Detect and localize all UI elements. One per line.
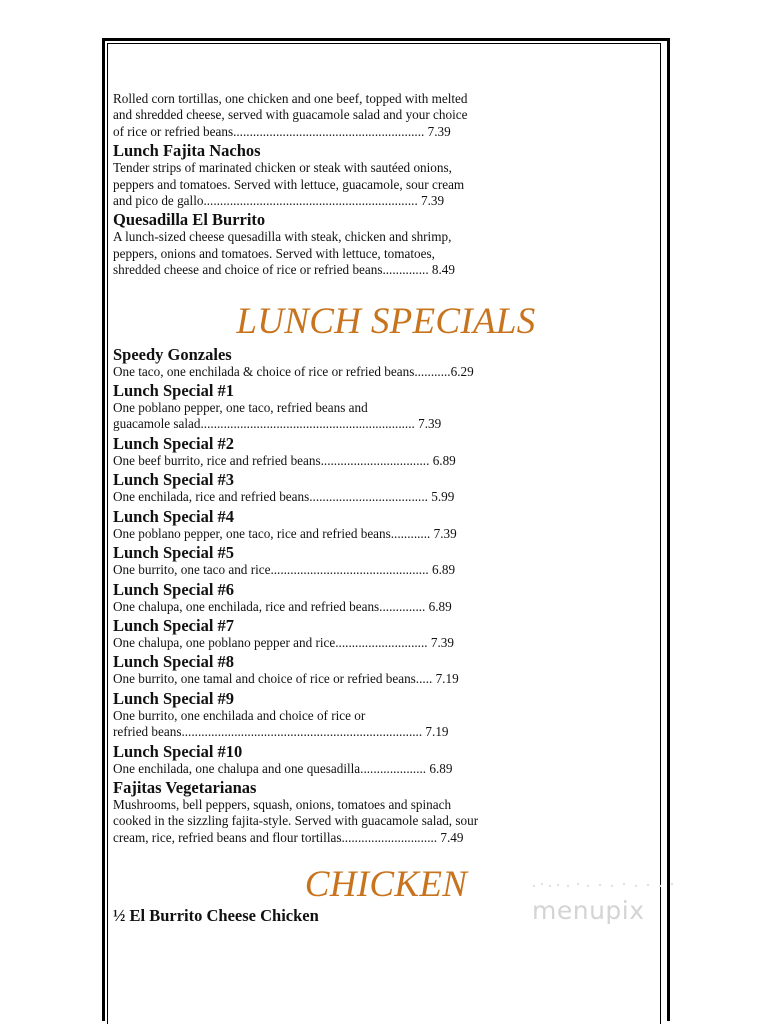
menu-item-lunch-special-4 <box>113 507 513 542</box>
item-title: Quesadilla El Burrito <box>113 210 266 230</box>
menu-item-lunch-special-9 <box>113 689 513 741</box>
item-title: Lunch Special #2 <box>113 433 235 453</box>
item-title: Lunch Special #10 <box>113 741 243 761</box>
item-title: Lunch Special #9 <box>113 688 235 708</box>
menu-item-lunch-special-8 <box>113 652 513 687</box>
item-title: Lunch Special #4 <box>113 506 235 526</box>
menu-item-quesadilla-el-burrito <box>113 210 513 278</box>
item-description-line: One enchilada, rice and refried beans.................................... 5.99 <box>113 489 455 505</box>
menu-item-lunch-special-5 <box>113 543 513 578</box>
item-description-line: One poblano pepper, one taco, rice and refried beans............ 7.39 <box>113 525 457 541</box>
menu-item-lunch-special-10 <box>113 742 513 777</box>
item-description-line: cream, rice, refried beans and flour tortillas............................. 7.49 <box>113 829 464 845</box>
item-description-line: One enchilada, one chalupa and one quesadilla.................... 6.89 <box>113 760 453 776</box>
item-title: Lunch Special #8 <box>113 652 235 672</box>
item-description-line: One burrito, one enchilada and choice of rice or <box>113 707 366 723</box>
item-title: Fajitas Vegetarianas <box>113 777 257 797</box>
item-description-line: Tender strips of marinated chicken or steak with sautéed onions, <box>113 160 452 176</box>
menu-item-lunch-special-6 <box>113 580 513 615</box>
item-description-line: peppers, onions and tomatoes. Served with lettuce, tomatoes, <box>113 245 435 261</box>
menu-item-fajitas-vegetarianas <box>113 778 513 846</box>
item-description-line: One burrito, one tamal and choice of rice or refried beans..... 7.19 <box>113 671 459 687</box>
item-description-line: Mushrooms, bell peppers, squash, onions, tomatoes and spinach <box>113 796 452 812</box>
intro-item <box>113 91 513 140</box>
item-description-line: One poblano pepper, one taco, refried beans and <box>113 400 368 416</box>
menu-item-lunch-special-7 <box>113 616 513 651</box>
item-description-line: One chalupa, one enchilada, rice and refried beans.............. 6.89 <box>113 598 452 614</box>
item-description-line: of rice or refried beans.......................................................... 7.39 <box>113 123 451 139</box>
section-title-chicken: CHICKEN <box>304 864 468 906</box>
item-description-line: cooked in the sizzling fajita-style. Served with guacamole salad, sour <box>113 813 479 829</box>
menu-item-lunch-special-3 <box>113 470 513 505</box>
item-description-line: Rolled corn tortillas, one chicken and one beef, topped with melted <box>113 91 468 106</box>
item-description-line: One chalupa, one poblano pepper and rice............................ 7.39 <box>113 634 454 650</box>
item-description-line: shredded cheese and choice of rice or refried beans.............. 8.49 <box>113 262 455 278</box>
menu-item-lunch-special-2 <box>113 434 513 469</box>
item-description-line: peppers and tomatoes. Served with lettuce, guacamole, sour cream <box>113 176 465 192</box>
item-description-line: guacamole salad................................................................. 7.39 <box>113 416 442 432</box>
item-title: Lunch Special #5 <box>113 543 235 563</box>
menu-item-lunch-fajita-nachos <box>113 141 513 209</box>
menu-item-speedy-gonzales <box>113 345 513 380</box>
item-description-line: refried beans......................................................................... 7.19 <box>113 724 449 740</box>
menu-item-lunch-special-1 <box>113 381 513 433</box>
item-title: Lunch Fajita Nachos <box>113 141 261 161</box>
item-description-line: One beef burrito, rice and refried beans................................. 6.89 <box>113 452 456 468</box>
item-title: Speedy Gonzales <box>113 344 232 364</box>
item-description-line: A lunch-sized cheese quesadilla with steak, chicken and shrimp, <box>113 229 452 245</box>
item-description-line: One taco, one enchilada & choice of rice or refried beans...........6.29 <box>113 363 474 379</box>
item-description-line: One burrito, one taco and rice................................................ 6.89 <box>113 562 456 578</box>
item-title: Lunch Special #7 <box>113 615 235 635</box>
item-title: Lunch Special #6 <box>113 579 235 599</box>
item-title: Lunch Special #3 <box>113 470 235 490</box>
menu-item-el-burrito-cheese-chicken <box>113 906 513 925</box>
item-title: Lunch Special #1 <box>113 381 235 401</box>
item-title: ½ El Burrito Cheese Chicken <box>113 906 319 926</box>
watermark-dots <box>522 876 682 892</box>
section-title-lunch-specials: LUNCH SPECIALS <box>236 300 536 342</box>
item-description-line: and pico de gallo................................................................. 7.39 <box>113 193 445 209</box>
menu-content <box>113 91 536 926</box>
item-description-line: and shredded cheese, served with guacamole salad and your choice <box>113 107 468 123</box>
menupix-watermark: menupix <box>532 896 645 925</box>
